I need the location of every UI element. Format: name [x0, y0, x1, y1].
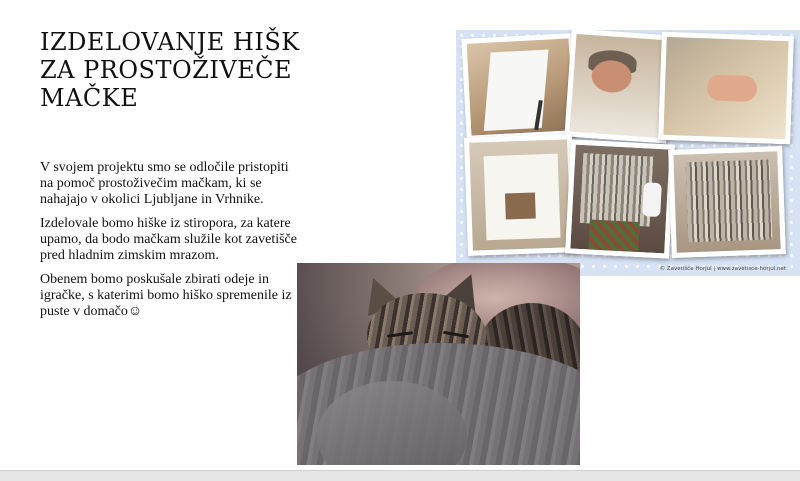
cat-house-collage-image	[456, 30, 800, 276]
slide-title: IZDELOVANJE HIŠK ZA PROSTOŽIVEČE MAČKE	[40, 28, 300, 112]
paragraph-houses: Izdelovale bomo hiške iz stiropora, za katere upamo, da bodo mačkam služile kot zavetišče pred hladnim zimskim mrazom.	[40, 216, 297, 263]
collage-photo-styrofoam-board	[461, 33, 578, 141]
collage-photo-engraving	[658, 32, 794, 145]
slide-body	[40, 160, 302, 328]
collage-photo-cutting	[564, 30, 673, 143]
paragraph-intro: V svojem projektu smo se odločile pristopiti na pomoč prostoživečim mačkam, ki se nahajajo v okolici Ljubljane in Vrhnike.	[40, 160, 289, 207]
collage-photo-finished-house	[668, 146, 786, 258]
collage-photo-wrapping	[565, 139, 675, 258]
collage-credit: © Zavetišče Horjul | www.zavetisce-horjul.net	[659, 266, 786, 272]
collage-photo-house-entrance	[464, 134, 576, 256]
bottom-bar	[0, 470, 800, 481]
sleeping-cat-photo	[297, 263, 580, 465]
paragraph-blankets: Obenem bomo poskušale zbirati odeje in igračke, s katerimi bomo hiško spremenile iz puste v domačo☺	[40, 272, 292, 319]
